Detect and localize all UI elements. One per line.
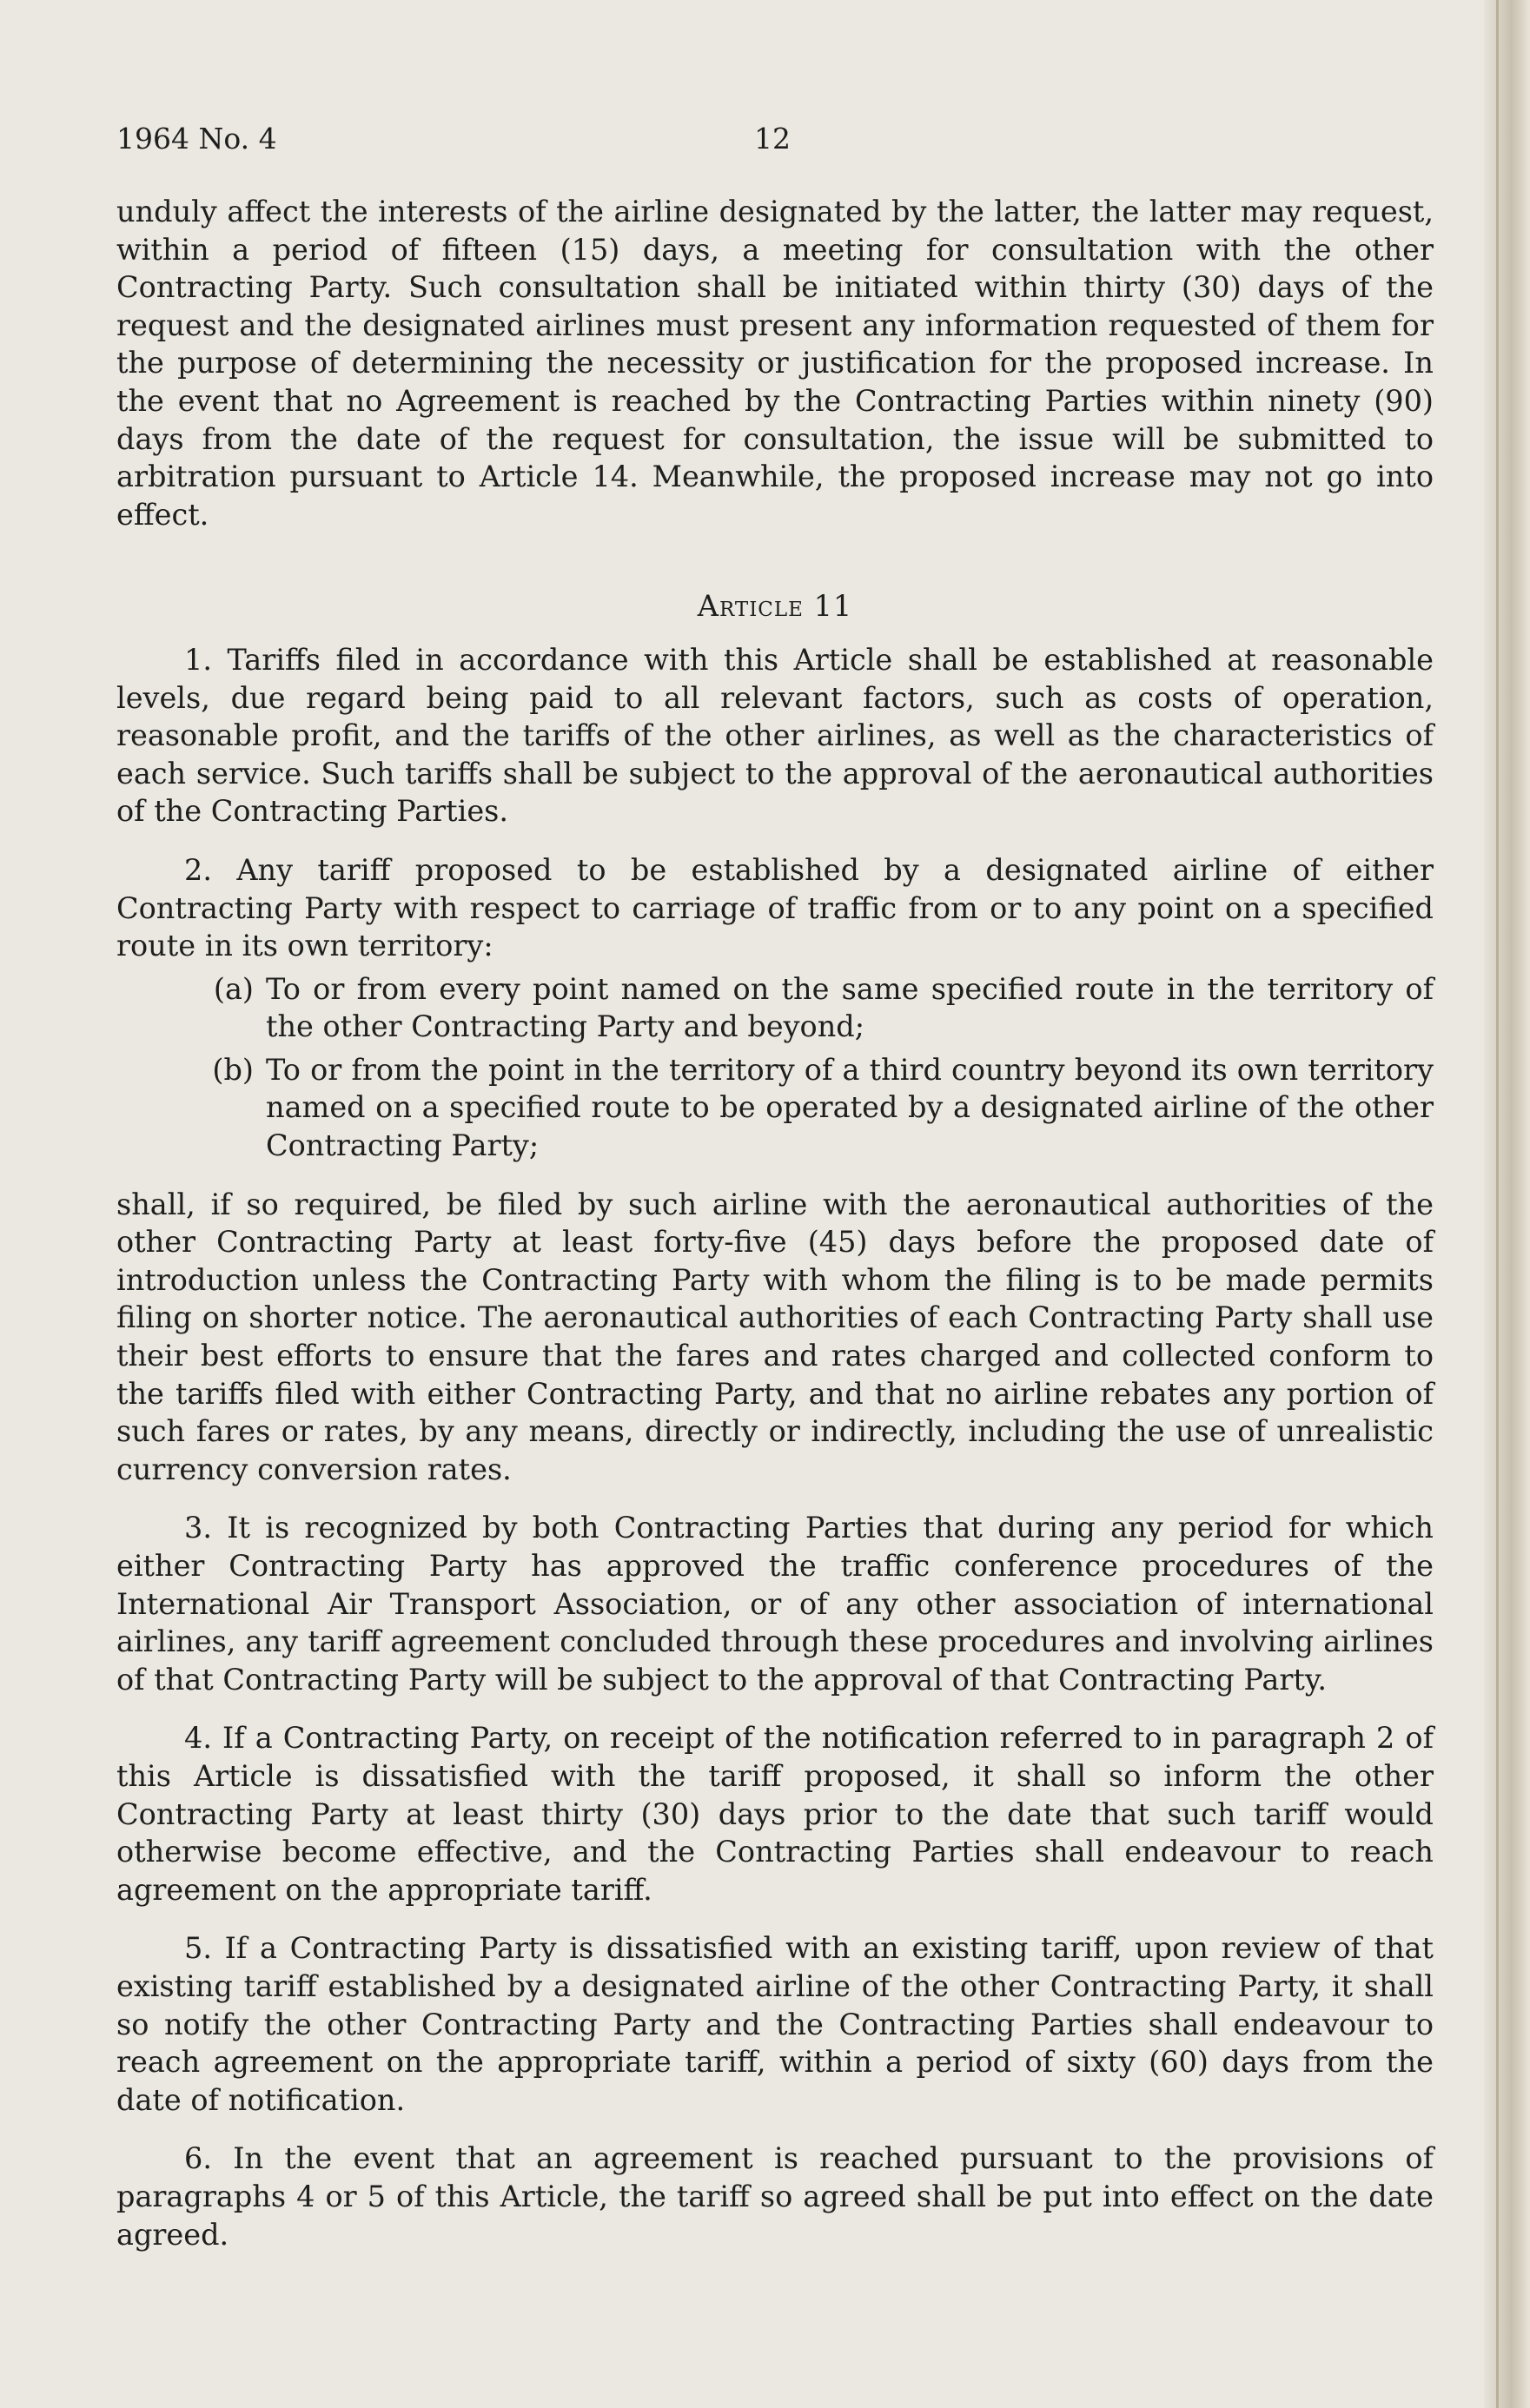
paragraph-2-tail: shall, if so required, be filed by such airline with the aeronautical authorities of the other Contracting Party at least forty-five (45) days before the proposed date of introduction unless the Contracting Party with whom the filing is to be made permits filing on shorter notice. The aeronautical authorities of each Contracting Party shall use their best efforts to ensure that the fares and rates charged and collected conform to the tariffs filed with either Contracting Party, and that no airline rebates any portion of such fares or rates, by any means, directly or indirectly, including the use of unrealistic currency conversion rates. [116, 1187, 1434, 1486]
list-item [116, 970, 1434, 1046]
list-item [116, 1051, 1434, 1165]
paragraph-3: 3. It is recognized by both Contracting Parties that during any period for which either Contracting Party has approved the traffic conference procedures of the International Air Transport Association, or of any other association of international airlines, any tariff agreement concluded through these procedures and involving airlines of that Contracting Party will be subject to the approval of that Contracting Party. [116, 1511, 1434, 1697]
document-body [116, 193, 1434, 2253]
page-number: 12 [754, 122, 791, 155]
page-edge-shadow [1484, 0, 1530, 2408]
page-edge-line [1496, 0, 1499, 2408]
page-header [116, 122, 1437, 167]
intro-paragraph: unduly affect the interests of the airline designated by the latter, the latter may request, within a period of fifteen (15) days, a meeting for consultation with the other Contracting Party. Such consultation shall be initiated within thirty (30) days of the request and the designated airlines must present any information requested of them for the purpose of determining the necessity or justification for the proposed increase. In the event that no Agreement is reached by the Contracting Parties within ninety (90) days from the date of the request for consultation, the issue will be submitted to arbitration pursuant to Article 14. Meanwhile, the proposed increase may not go into effect. [116, 195, 1434, 532]
paragraph-1: 1. Tariffs filed in accordance with this Article shall be established at reasonable levels, due regard being paid to all relevant factors, such as costs of operation, reasonable profit, and the tariffs of the other airlines, as well as the characteristics of each service. Such tariffs shall be subject to the approval of the aeronautical authorities of the Contracting Parties. [116, 642, 1434, 829]
paragraph-6: 6. In the event that an agreement is reached pursuant to the provisions of paragraphs 4 or 5 of this Article, the tariff so agreed shall be put into effect on the date agreed. [116, 2141, 1434, 2252]
paragraph-2-lead: 2. Any tariff proposed to be established by a designated airline of either Contracting Party with respect to carriage of traffic from or to any point on a specified route in its own territory: [116, 852, 1434, 963]
list-item-label: (a) [213, 971, 254, 1006]
list-item-label: (b) [212, 1052, 254, 1087]
treaty-series-reference: 1964 No. 4 [116, 122, 277, 155]
paragraph-5: 5. If a Contracting Party is dissatisfied with an existing tariff, upon review of that existing tariff established by a designated airline of the other Contracting Party, it shall so notify the other Contracting Party and the Contracting Parties shall endeavour to reach agreement on the appropriate tariff, within a period of sixty (60) days from the date of notification. [116, 1931, 1434, 2117]
paragraph-4: 4. If a Contracting Party, on receipt of the notification referred to in paragraph 2 of this Article is dissatisfied with the tariff proposed, it shall so inform the other Contracting Party at least thirty (30) days prior to the date that such tariff would otherwise become effective, and the Contracting Parties shall endeavour to reach agreement on the appropriate tariff. [116, 1721, 1434, 1907]
list-item-text: To or from the point in the territory of a third country beyond its own territory named on a specified route to be operated by a designated airline of the other Contracting Party; [266, 1052, 1434, 1163]
article-heading: Article 11 [697, 589, 853, 624]
list-item-text: To or from every point named on the same specified route in the territory of the other Contracting Party and beyond; [266, 971, 1434, 1044]
